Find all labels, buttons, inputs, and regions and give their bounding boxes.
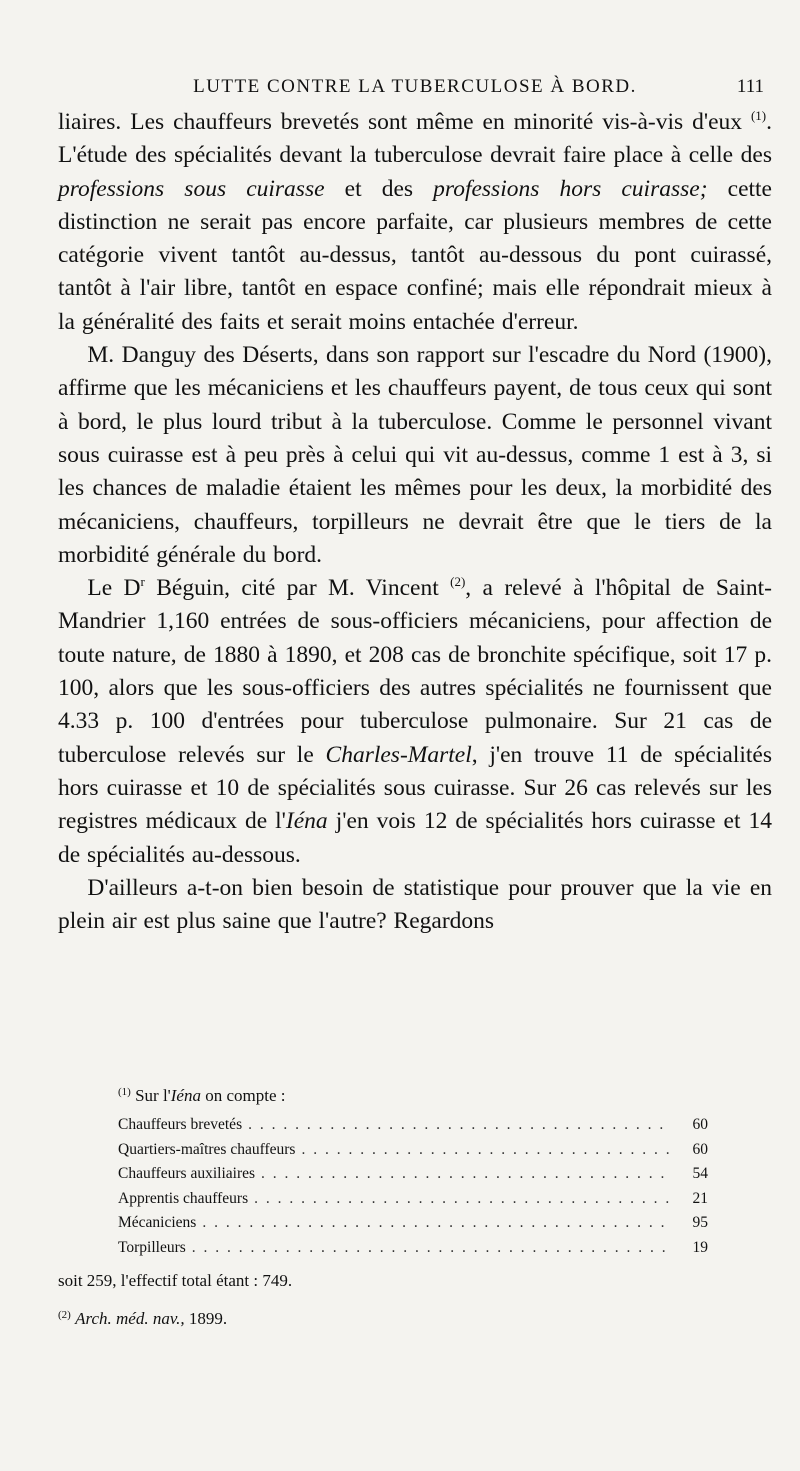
journal-reference: Arch. méd. nav., [75,1309,185,1328]
text-span: liaires. Les chauffeurs brevetés sont même en minorité vis-à-vis d'eux [58,109,751,135]
paragraph [58,572,772,872]
text-span: Le D [87,575,141,602]
body-text [58,106,772,938]
italic-text: Charles-Martel [325,741,472,768]
paragraph [58,872,772,939]
footnote-marker: (1) [118,1086,131,1098]
footnote-2: $^{(2)}$ Arch. méd. nav., 1899. [58,1309,228,1328]
running-header [58,70,772,104]
paragraph [58,339,772,572]
italic-text: professions hors cuirasse; [433,175,708,202]
text-span: et des [324,175,434,202]
running-title: LUTTE CONTRE LA TUBERCULOSE À BORD. [193,76,637,97]
table-row: Chauffeurs brevetés . . . 60 [118,1116,708,1141]
footnote-ref: (1) [750,108,767,123]
table-row: Quartiers-maîtres chauffeurs . . . 60 [118,1141,708,1166]
paragraph [58,106,772,339]
footnote-1-table [118,1116,708,1263]
table-row: Apprentis chauffeurs . . . 21 [118,1190,708,1215]
text-span: , j'en trouve 11 de spécialités hors cuirasse et 10 de spécialités sous cuirasse. Sur 26 cas relevés sur les registres médicaux de l' [58,741,772,835]
page-number: 111 [736,76,764,97]
text-span: , a relevé à l'hôpital de Saint-Mandrier 1,160 entrées de sous-officiers mécaniciens, pour affection de toute nature, de 1880 à 1890, et 208 cas de bronchite spécifique, soit 17 p. 100, alors que les sous-officiers des autres spécialités ne fournissent que 4.33 p. 100 d'entrées pour tuberculose pulmonaire. Sur 21 cas de tuberculose relevés sur le [58,575,772,768]
italic-text: professions sous cuirasse [58,175,325,202]
text-span: M. Danguy des Déserts, dans son rapport sur l'escadre du Nord (1900), affirme que les mécaniciens et les chauffeurs payent, de tous ceux qui sont à bord, le plus lourd tribut à la tuberculose. Comme le personnel vivant sous cuirasse est à peu près à celui qui vit au-dessus, comme 1 est à 3, si les chances de maladie étaient les mêmes pour les deux, la morbidité des mécaniciens, chauffeurs, torpilleurs ne devrait être que le tiers de la morbidité générale du bord. [58,342,772,568]
footnote-ref: r [140,574,145,590]
text-span: cette distinction ne serait pas encore parfaite, car plusieurs membres de cette catégorie vivent tantôt au-dessus, tantôt au-dessous du pont cuirassé, tantôt à l'air libre, tantôt en espace confiné; mais elle répondrait mieux à la généralité des faits et serait moins entachée d'erreur. [58,175,772,335]
text-span: . L'étude des spécialités devant la tuberculose devrait faire place à celle des [58,109,772,169]
table-row: Torpilleurs . . . 19 [118,1239,708,1264]
text-span: Béguin, cité par M. Vincent [144,575,451,602]
footnote-marker: (2) [58,1309,71,1321]
footnote-1-total: soit 259, l'effectif total étant : 749. [58,1271,293,1290]
text-span: j'en vois 12 de spécialités hors cuirasse et 14 de spécialités au-dessous. [58,808,773,868]
italic-text: Iéna [285,808,328,835]
footnote-ref: (2) [450,574,466,590]
table-row: Mécaniciens . . . 95 [118,1214,708,1239]
ship-name: Iéna [170,1086,201,1105]
footnote-1-intro: $^{(1)}$ Sur l'Iéna on compte : [118,1086,286,1105]
table-row: Chauffeurs auxiliaires . . . 54 [118,1165,708,1190]
text-span: D'ailleurs a-t-on bien besoin de statistique pour prouver que la vie en plein air est plus saine que l'autre? Regardons [58,874,772,935]
footnotes [58,1086,772,1329]
